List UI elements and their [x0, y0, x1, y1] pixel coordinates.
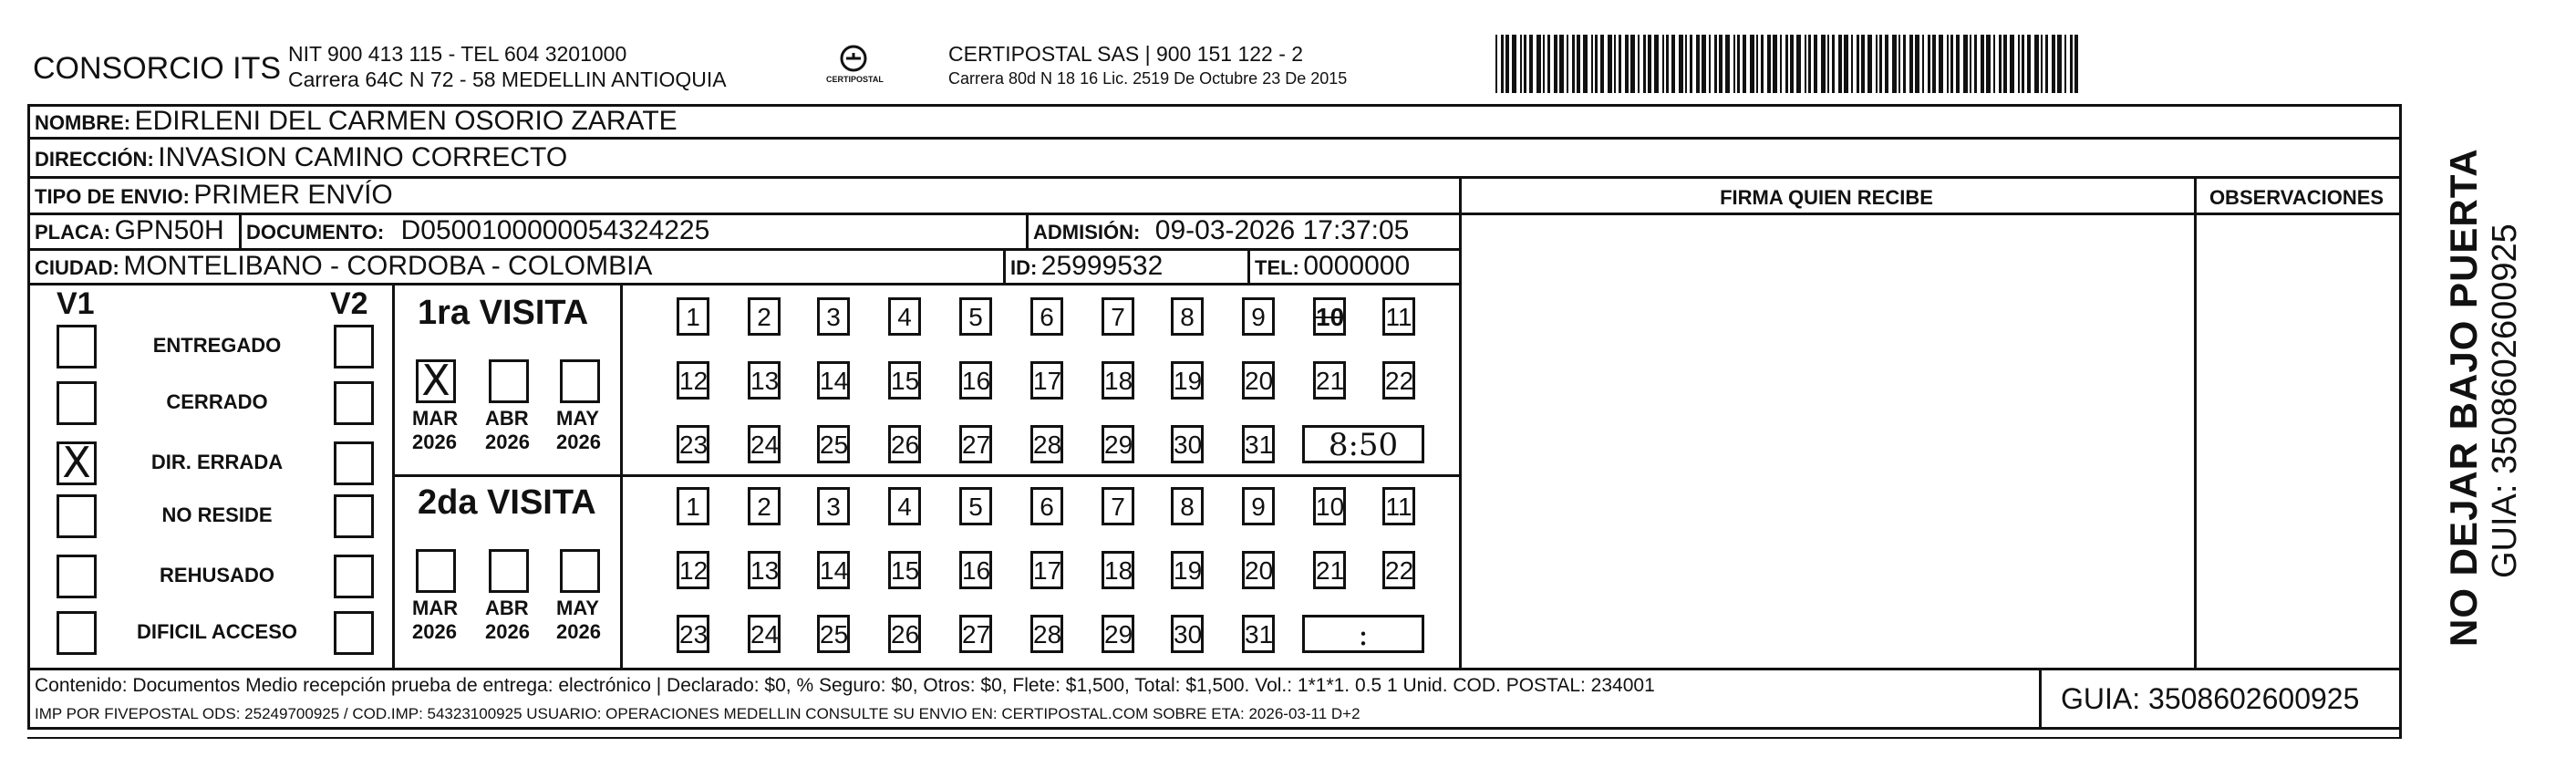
firma-area[interactable] — [1463, 215, 2194, 668]
day-box[interactable]: 7 — [1102, 487, 1134, 525]
ciudad-value: MONTELIBANO - CORDOBA - COLOMBIA — [123, 251, 653, 281]
tel-value: 0000000 — [1303, 251, 1411, 281]
month-checkbox[interactable] — [416, 549, 456, 593]
day-box[interactable]: 7 — [1102, 297, 1134, 336]
day-box[interactable]: 1 — [677, 297, 709, 336]
certipostal-line: CERTIPOSTAL SAS | 900 151 122 - 2 — [948, 42, 1304, 66]
day-box[interactable]: 18 — [1102, 551, 1134, 589]
direccion-value: INVASION CAMINO CORRECTO — [158, 142, 568, 172]
company-address: Carrera 64C N 72 - 58 MEDELLIN ANTIOQUIA — [288, 67, 727, 91]
day-box[interactable]: 26 — [888, 425, 921, 463]
day-box[interactable]: 26 — [888, 615, 921, 653]
status-label: NO RESIDE — [161, 503, 273, 526]
month-checkbox[interactable] — [489, 359, 529, 403]
month-label: MAR — [412, 407, 459, 430]
day-box[interactable]: 31 — [1242, 425, 1275, 463]
nombre-value: EDIRLENI DEL CARMEN OSORIO ZARATE — [134, 106, 678, 136]
day-box[interactable]: 6 — [1030, 487, 1063, 525]
documento-value: D0500100000054324225 — [400, 215, 710, 245]
day-box[interactable]: 28 — [1030, 615, 1063, 653]
v2-checkbox[interactable] — [334, 441, 374, 485]
visit-time[interactable]: : — [1302, 615, 1424, 653]
day-box[interactable]: 3 — [817, 297, 850, 336]
day-box[interactable]: 4 — [888, 487, 921, 525]
day-box[interactable]: 15 — [888, 551, 921, 589]
day-box[interactable]: 9 — [1242, 297, 1275, 336]
day-box[interactable]: 22 — [1382, 361, 1415, 400]
day-box[interactable]: 16 — [959, 361, 992, 400]
day-box[interactable]: 17 — [1030, 361, 1063, 400]
status-label: REHUSADO — [160, 564, 274, 586]
day-box[interactable]: 23 — [677, 615, 709, 653]
logo-text: CERTIPOSTAL — [826, 75, 884, 84]
placa-value: GPN50H — [114, 215, 224, 245]
observaciones-area[interactable] — [2198, 215, 2399, 668]
v1-checkbox[interactable] — [57, 381, 97, 425]
placa-label: PLACA: — [35, 221, 111, 244]
day-box[interactable]: 9 — [1242, 487, 1275, 525]
footer-guia: GUIA: 3508602600925 — [2061, 682, 2360, 715]
month-checkbox[interactable] — [489, 549, 529, 593]
barcode — [1495, 35, 2086, 93]
v2-checkbox[interactable] — [334, 494, 374, 538]
day-box[interactable]: 20 — [1242, 551, 1275, 589]
certipostal-address: Carrera 80d N 18 16 Lic. 2519 De Octubre 23 De 2015 — [948, 69, 1348, 88]
day-box[interactable]: 18 — [1102, 361, 1134, 400]
day-box[interactable]: 21 — [1313, 551, 1346, 589]
day-box[interactable]: 19 — [1171, 361, 1204, 400]
day-box[interactable]: 30 — [1171, 615, 1204, 653]
v2-checkbox[interactable] — [334, 611, 374, 655]
month-label: MAY — [556, 407, 599, 430]
day-box[interactable]: 10 — [1313, 297, 1346, 336]
v2-checkbox[interactable] — [334, 555, 374, 598]
day-box[interactable]: 24 — [748, 615, 781, 653]
year-label: 2026 — [412, 620, 457, 643]
day-box[interactable]: 30 — [1171, 425, 1204, 463]
day-box[interactable]: 13 — [748, 551, 781, 589]
v1-checkbox[interactable] — [57, 611, 97, 655]
visit-title: 2da VISITA — [418, 483, 596, 522]
admision-label: ADMISIÓN: — [1033, 221, 1141, 244]
v2-header: V2 — [330, 286, 368, 321]
month-label: MAR — [412, 597, 459, 619]
company-name: CONSORCIO ITS — [33, 51, 282, 86]
month-checkbox[interactable] — [560, 359, 600, 403]
day-box[interactable]: 11 — [1382, 487, 1415, 525]
day-box[interactable]: 10 — [1313, 487, 1346, 525]
day-box[interactable]: 2 — [748, 297, 781, 336]
day-box[interactable]: 20 — [1242, 361, 1275, 400]
year-label: 2026 — [556, 620, 601, 643]
day-box[interactable]: 8 — [1171, 487, 1204, 525]
day-box[interactable]: 16 — [959, 551, 992, 589]
day-box[interactable]: 24 — [748, 425, 781, 463]
month-label: ABR — [485, 407, 529, 430]
nombre-label: NOMBRE: — [35, 111, 131, 134]
tel-label: TEL: — [1255, 256, 1299, 279]
day-box[interactable]: 29 — [1102, 615, 1134, 653]
year-label: 2026 — [412, 431, 457, 453]
side-panel — [2407, 104, 2571, 742]
footer-content: Contenido: Documentos Medio recepción prueba de entrega: electrónico | Declarado: $0, % Seguro: $0, Otros: $0, Flete: $1,500, Total: $1,500. Vol.: 1*1*1. 0.5 1 Unid. COD. POSTAL: 234001 — [35, 675, 1655, 696]
day-box[interactable]: 11 — [1382, 297, 1415, 336]
day-box[interactable]: 25 — [817, 615, 850, 653]
v1-checkbox[interactable] — [57, 325, 97, 368]
day-box[interactable]: 14 — [817, 551, 850, 589]
day-box[interactable]: 3 — [817, 487, 850, 525]
day-box[interactable]: 17 — [1030, 551, 1063, 589]
day-box[interactable]: 2 — [748, 487, 781, 525]
day-box[interactable]: 1 — [677, 487, 709, 525]
logo-icon — [826, 40, 881, 95]
day-box[interactable]: 8 — [1171, 297, 1204, 336]
documento-label: DOCUMENTO: — [246, 221, 385, 244]
id-value: 25999532 — [1040, 251, 1164, 281]
day-box[interactable]: 14 — [817, 361, 850, 400]
month-label: MAY — [556, 597, 599, 619]
day-box[interactable]: 21 — [1313, 361, 1346, 400]
day-box[interactable]: 23 — [677, 425, 709, 463]
month-checkbox[interactable]: X — [416, 359, 456, 403]
year-label: 2026 — [485, 620, 530, 643]
visit-title: 1ra VISITA — [418, 294, 589, 332]
tipo-label: TIPO DE ENVIO: — [35, 185, 190, 208]
footer-imp: IMP POR FIVEPOSTAL ODS: 25249700925 / COD.IMP: 54323100925 USUARIO: OPERACIONES MEDELLIN CONSULTE SU ENVIO EN: CERTIPOSTAL.COM SOBRE ETA: 2026-03-11 D+2 — [35, 705, 1360, 722]
day-box[interactable]: 12 — [677, 551, 709, 589]
certipostal-logo — [826, 40, 884, 95]
status-label: DIR. ERRADA — [150, 451, 284, 473]
day-box[interactable]: 5 — [959, 487, 992, 525]
day-box[interactable]: 29 — [1102, 425, 1134, 463]
nit-line: NIT 900 413 115 - TEL 604 3201000 — [288, 42, 627, 66]
year-label: 2026 — [485, 431, 530, 453]
month-checkbox[interactable] — [560, 549, 600, 593]
month-label: ABR — [485, 597, 529, 619]
day-box[interactable]: 25 — [817, 425, 850, 463]
day-box[interactable]: 27 — [959, 425, 992, 463]
tipo-value: PRIMER ENVÍO — [193, 180, 393, 210]
day-box[interactable]: 4 — [888, 297, 921, 336]
day-box[interactable]: 12 — [677, 361, 709, 400]
observaciones-header: OBSERVACIONES — [2209, 186, 2385, 209]
v2-checkbox[interactable] — [334, 325, 374, 368]
v2-checkbox[interactable] — [334, 381, 374, 425]
status-label: DIFICIL ACCESO — [136, 620, 297, 643]
visit-time[interactable]: 8:50 — [1302, 425, 1424, 463]
firma-header: FIRMA QUIEN RECIBE — [1720, 186, 1933, 209]
day-box[interactable]: 19 — [1171, 551, 1204, 589]
day-box[interactable]: 28 — [1030, 425, 1063, 463]
ciudad-label: CIUDAD: — [35, 256, 119, 279]
status-label: ENTREGADO — [152, 334, 282, 357]
day-box[interactable]: 13 — [748, 361, 781, 400]
status-label: CERRADO — [166, 390, 268, 413]
day-box[interactable]: 22 — [1382, 551, 1415, 589]
side-warning: NO DEJAR BAJO PUERTA — [2442, 148, 2485, 647]
year-label: 2026 — [556, 431, 601, 453]
v1-header: V1 — [57, 286, 95, 321]
day-box[interactable]: 31 — [1242, 615, 1275, 653]
admision-value: 09-03-2026 17:37:05 — [1154, 215, 1410, 245]
day-box[interactable]: 6 — [1030, 297, 1063, 336]
id-label: ID: — [1010, 256, 1038, 279]
v1-checkbox[interactable]: X — [57, 441, 97, 485]
v1-checkbox[interactable] — [57, 555, 97, 598]
day-box[interactable]: 15 — [888, 361, 921, 400]
day-box[interactable]: 5 — [959, 297, 992, 336]
day-box[interactable]: 27 — [959, 615, 992, 653]
v1-checkbox[interactable] — [57, 494, 97, 538]
barcode-icon — [1495, 35, 2086, 93]
direccion-label: DIRECCIÓN: — [35, 148, 154, 171]
side-guia: GUIA: 3508602600925 — [2486, 223, 2524, 578]
